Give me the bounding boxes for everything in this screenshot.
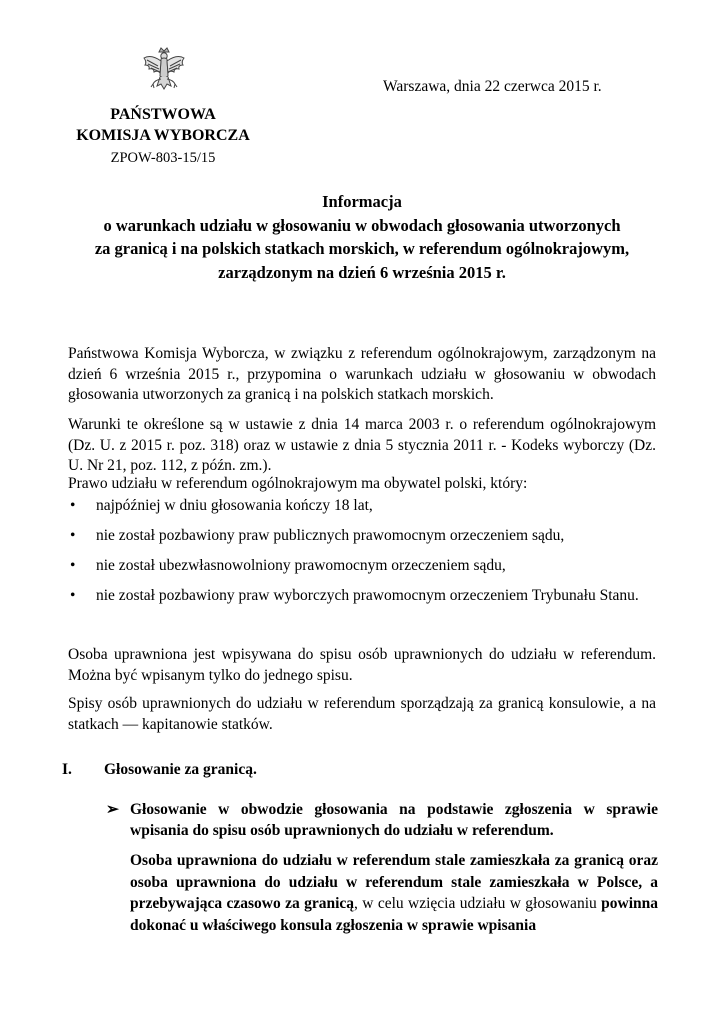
bullet-icon: • bbox=[70, 497, 76, 514]
subsection-heading bbox=[106, 799, 658, 841]
list-note-paragraph: Osoba uprawniona jest wpisywana do spisu osób uprawnionych do udziału w referendum. Można być wpisanym tylko do jednego spisu. bbox=[68, 646, 656, 684]
intro-paragraph: Państwowa Komisja Wyborcza, w związku z referendum ogólnokrajowym, zarządzonym na dzień 6 września 2015 r., przypomina o warunkach udziału w głosowaniu w obwodach głosowania utworzonych za granicą i na polskich statkach morskich. bbox=[68, 345, 656, 403]
subsection-body-bold-2: powinna dokonać u właściwego konsula zgłoszenia w sprawie wpisania bbox=[130, 895, 658, 934]
list-item bbox=[68, 586, 656, 616]
bullet-icon: • bbox=[70, 557, 76, 574]
list-item-text: nie został ubezwłasnowolniony prawomocnym orzeczeniem sądu, bbox=[96, 557, 506, 574]
bullet-icon: • bbox=[70, 527, 76, 544]
list-item-text: nie został pozbawiony praw publicznych prawomocnym orzeczeniem sądu, bbox=[96, 527, 565, 544]
right-intro-paragraph: Prawo udziału w referendum ogólnokrajowym ma obywatel polski, który: bbox=[68, 475, 528, 492]
organization-name bbox=[66, 104, 260, 146]
section-number: I. bbox=[62, 761, 72, 778]
title-line-3: za granicą i na polskich statkach morskich, w referendum ogólnokrajowym, bbox=[94, 239, 630, 258]
place-date: Warszawa, dnia 22 czerwca 2015 r. bbox=[383, 78, 602, 95]
reference-number: ZPOW-803-15/15 bbox=[110, 150, 216, 166]
subsection-body bbox=[130, 850, 658, 936]
list-item-text: najpóźniej w dniu głosowania kończy 18 lat, bbox=[96, 497, 373, 514]
title-line-4: zarządzonym na dzień 6 września 2015 r. bbox=[218, 262, 506, 282]
org-line-1: PAŃSTWOWA bbox=[110, 106, 216, 123]
arrow-bullet-icon: ➢ bbox=[106, 801, 119, 818]
list-item-text: nie został pozbawiony praw wyborczych prawomocnym orzeczeniem Trybunału Stanu. bbox=[96, 587, 639, 604]
list-item bbox=[68, 526, 656, 556]
list-item bbox=[68, 496, 656, 526]
eligibility-list bbox=[68, 496, 656, 616]
list-item bbox=[68, 556, 656, 586]
section-heading bbox=[62, 761, 257, 779]
polish-eagle-icon bbox=[141, 46, 187, 98]
title-line-1: Informacja bbox=[322, 192, 402, 211]
subsection-body-normal: , w celu wzięcia udziału w głosowaniu bbox=[354, 895, 602, 912]
bullet-icon: • bbox=[70, 587, 76, 604]
lists-info-paragraph: Spisy osób uprawnionych do udziału w referendum sporządzają za granicą konsulowie, a na statkach — kapitanowie statków. bbox=[68, 695, 656, 733]
subsection-title: Głosowanie w obwodzie głosowania na podstawie zgłoszenia w sprawie wpisania do spisu osób uprawnionych do udziału w referendum. bbox=[130, 801, 658, 839]
org-line-2: KOMISJA WYBORCZA bbox=[76, 127, 250, 144]
section-title: Głosowanie za granicą. bbox=[104, 761, 257, 778]
conditions-paragraph: Warunki te określone są w ustawie z dnia 14 marca 2003 r. o referendum ogólnokrajowym (Dz. U. z 2015 r. poz. 318) oraz w ustawie z dnia 5 stycznia 2011 r. - Kodeks wyborczy (Dz. U. Nr 21, poz. 112, z późn. zm.). bbox=[68, 416, 656, 474]
subsection-body-bold-1: Osoba uprawniona do udziału w referendum stale zamieszkała za granicą oraz osoba uprawniona do udziału w referendum stale zamieszkała w Polsce, a przebywająca czasowo za granicą bbox=[130, 852, 658, 912]
document-title bbox=[40, 190, 684, 284]
title-line-2: o warunkach udziału w głosowaniu w obwodach głosowania utworzonych bbox=[103, 215, 621, 235]
